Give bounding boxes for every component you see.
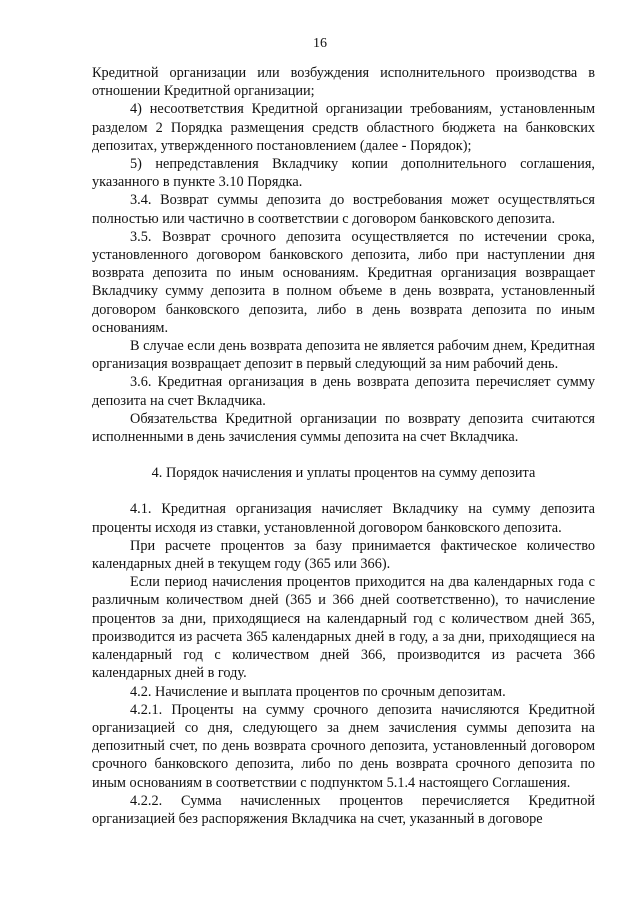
paragraph: 3.4. Возврат суммы депозита до востребования может осуществляться полностью или частично в соответствии с договором банковского депозита. xyxy=(92,192,595,227)
paragraph: 4.2.2. Сумма начисленных процентов перечисляется Кредитной организацией без распоряжения Вкладчика на счет, указанный в договоре xyxy=(92,792,595,827)
paragraph: Кредитной организации или возбуждения исполнительного производства в отношении Кредитной организации; xyxy=(92,65,595,100)
paragraph: Обязательства Кредитной организации по возврату депозита считаются исполненными в день зачисления суммы депозита на счет Вкладчика. xyxy=(92,410,595,446)
paragraph: 3.5. Возврат срочного депозита осуществляется по истечении срока, установленного договором банковского депозита, либо при наступлении дня возврата депозита по иным основаниям. Кредитная организация возвращает Вкладчику сумму депозита в полном объеме в день возврата, установленный договором банковского депозита, либо в день возврата депозита по иным основаниям. xyxy=(92,228,595,336)
page-number: 16 xyxy=(313,36,327,51)
paragraph: 4.2. Начисление и выплата процентов по срочным депозитам. xyxy=(130,683,506,700)
paragraph: Если период начисления процентов приходится на два календарных года с различным количеством дней (365 и 366 дней соответственно), то начисление процентов за дни, приходящиеся на календарный год с количеством дней 365, производится из расчета 365 календарных дней в году, а за дни, приходящиеся на календарный год с количеством дней 366, производится из расчета 366 календарных дней в году. xyxy=(92,574,595,682)
spacer xyxy=(92,482,595,500)
paragraph: В случае если день возврата депозита не является рабочим днем, Кредитная организация возвращает депозит в первый следующий за ним рабочий день. xyxy=(92,338,595,373)
section-heading: 4. Порядок начисления и уплаты процентов на сумму депозита xyxy=(151,465,536,482)
document-body xyxy=(92,64,595,828)
paragraph: 4) несоответствия Кредитной организации требованиям, установленным разделом 2 Порядка размещения средств областного бюджета на банковских депозитах, утвержденного постановлением (далее - Порядок); xyxy=(92,101,595,154)
paragraph: 3.6. Кредитная организация в день возврата депозита перечисляет сумму депозита на счет Вкладчика. xyxy=(92,374,595,409)
paragraph: При расчете процентов за базу принимается фактическое количество календарных дней в текущем году (365 или 366). xyxy=(92,537,595,573)
paragraph: 4.1. Кредитная организация начисляет Вкладчику на сумму депозита проценты исходя из ставки, установленной договором банковского депозита. xyxy=(92,501,595,536)
paragraph: 5) непредставления Вкладчику копии дополнительного соглашения, указанного в пункте 3.10 Порядка. xyxy=(92,156,595,191)
paragraph: 4.2.1. Проценты на сумму срочного депозита начисляются Кредитной организацией со дня, следующего за днем зачисления суммы депозита на депозитный счет, по день возврата срочного депозита, установленный договором срочного банковского депозита, либо по день возврата срочного депозита по иным основаниям в соответствии с подпунктом 5.1.4 настоящего Соглашения. xyxy=(92,701,595,791)
spacer xyxy=(92,446,595,464)
